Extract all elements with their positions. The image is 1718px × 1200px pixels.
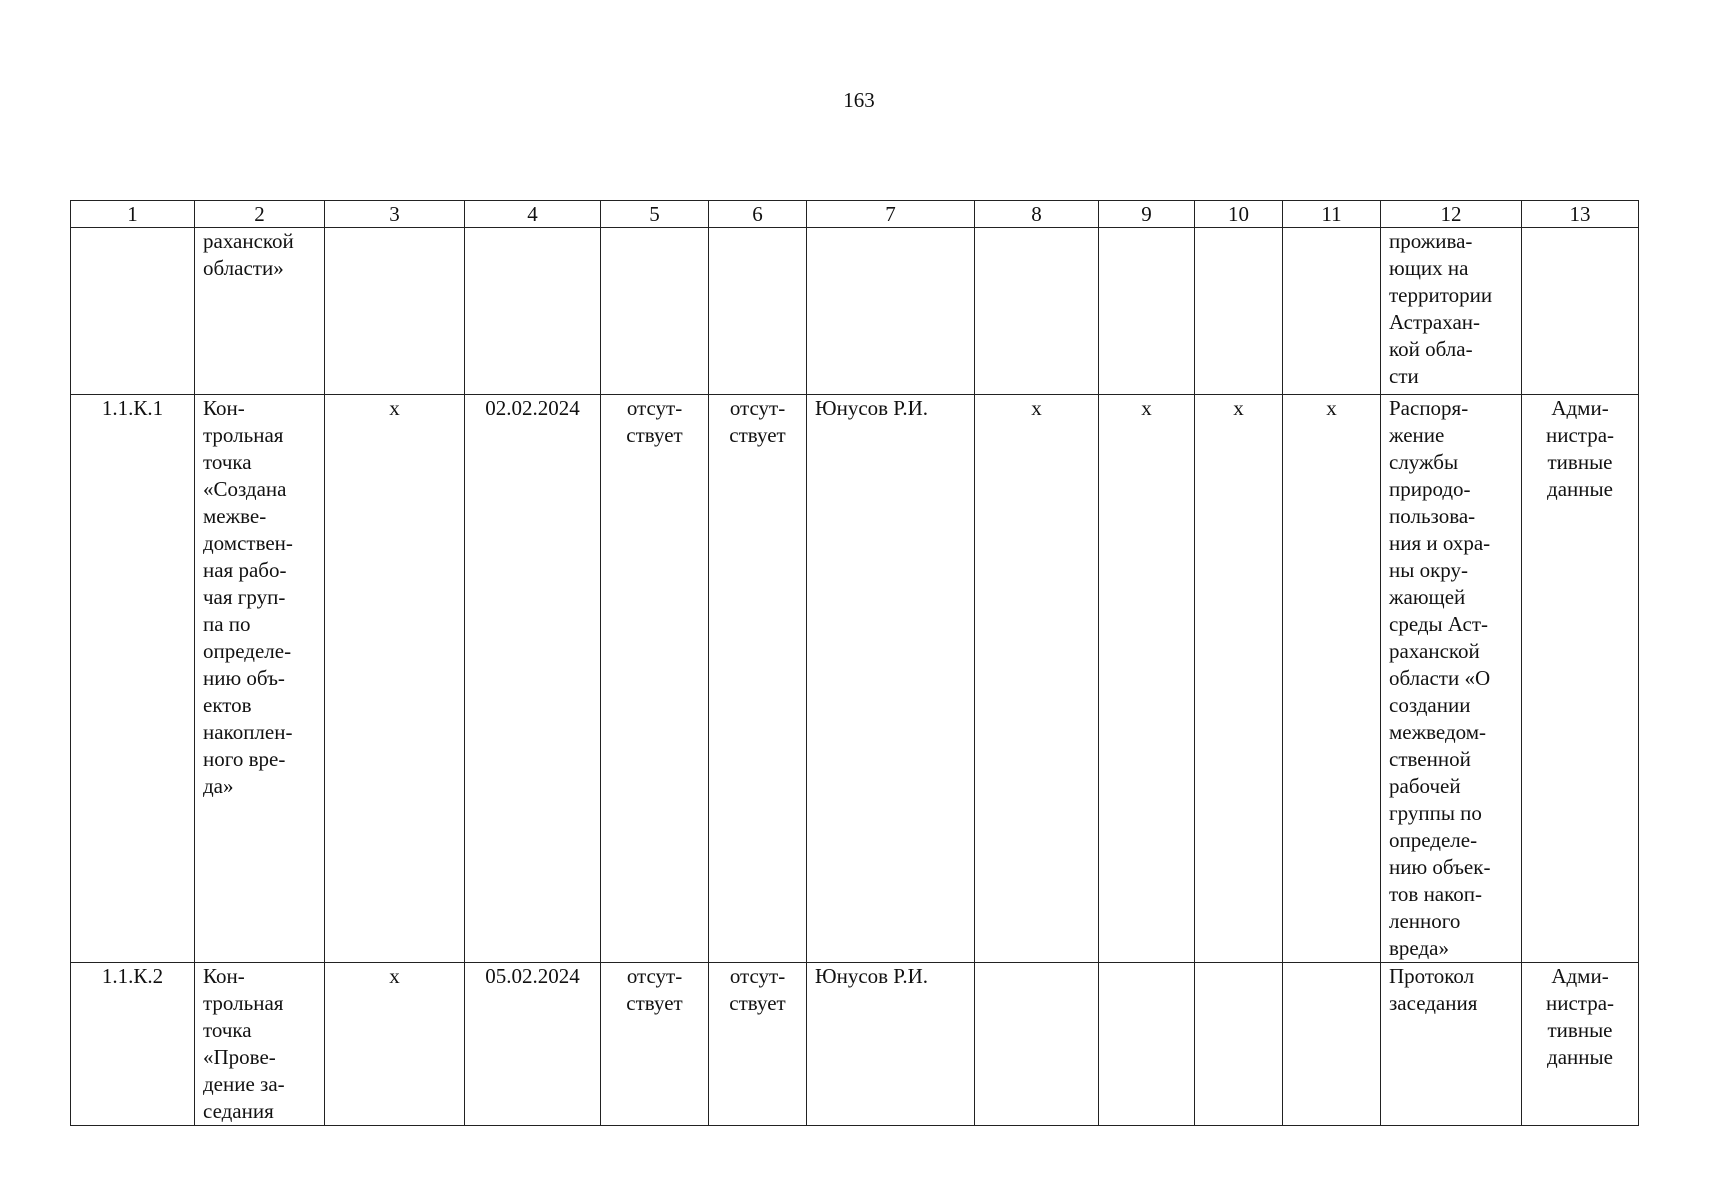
cell-name: раханской области» bbox=[195, 228, 325, 395]
cell-date: 05.02.2024 bbox=[465, 963, 601, 1126]
cell-c3 bbox=[325, 228, 465, 395]
cell-c9 bbox=[1099, 228, 1195, 395]
cell-c9: x bbox=[1099, 395, 1195, 963]
page-number: 163 bbox=[843, 88, 875, 112]
cell-c11 bbox=[1283, 963, 1381, 1126]
cell-responsible bbox=[807, 228, 975, 395]
cell-id bbox=[71, 228, 195, 395]
header-row bbox=[71, 201, 1639, 228]
cell-responsible: Юнусов Р.И. bbox=[807, 395, 975, 963]
column-header: 1 bbox=[71, 201, 195, 228]
cell-source: Адми- нистра- тивные данные bbox=[1522, 963, 1639, 1126]
column-header: 12 bbox=[1381, 201, 1522, 228]
table-row bbox=[71, 228, 1639, 395]
control-points-table bbox=[70, 200, 1639, 1126]
cell-c6 bbox=[709, 228, 807, 395]
cell-c3: x bbox=[325, 963, 465, 1126]
cell-responsible: Юнусов Р.И. bbox=[807, 963, 975, 1126]
column-header: 11 bbox=[1283, 201, 1381, 228]
cell-c6: отсут- ствует bbox=[709, 395, 807, 963]
column-header: 13 bbox=[1522, 201, 1639, 228]
cell-source: Адми- нистра- тивные данные bbox=[1522, 395, 1639, 963]
cell-c8 bbox=[975, 963, 1099, 1126]
cell-c8: x bbox=[975, 395, 1099, 963]
column-header: 7 bbox=[807, 201, 975, 228]
cell-c5: отсут- ствует bbox=[601, 395, 709, 963]
cell-document: прожива- ющих на территории Астрахан- кой обла- сти bbox=[1381, 228, 1522, 395]
cell-name: Кон- трольная точка «Прове- дение за- седания bbox=[195, 963, 325, 1126]
column-header: 10 bbox=[1195, 201, 1283, 228]
cell-c5 bbox=[601, 228, 709, 395]
table-row bbox=[71, 963, 1639, 1126]
cell-c6: отсут- ствует bbox=[709, 963, 807, 1126]
cell-document: Распоря- жение службы природо- пользова- ния и охра- ны окру- жающей среды Аст- раханской области «О создании межведом- ственной рабочей группы по определе- нию объек- тов накоп- ленного вреда» bbox=[1381, 395, 1522, 963]
cell-c9 bbox=[1099, 963, 1195, 1126]
column-header: 5 bbox=[601, 201, 709, 228]
cell-c11: x bbox=[1283, 395, 1381, 963]
cell-id: 1.1.К.1 bbox=[71, 395, 195, 963]
table-row bbox=[71, 395, 1639, 963]
cell-c11 bbox=[1283, 228, 1381, 395]
column-header: 6 bbox=[709, 201, 807, 228]
cell-c5: отсут- ствует bbox=[601, 963, 709, 1126]
cell-date: 02.02.2024 bbox=[465, 395, 601, 963]
column-header: 3 bbox=[325, 201, 465, 228]
column-header: 4 bbox=[465, 201, 601, 228]
cell-document: Протокол заседания bbox=[1381, 963, 1522, 1126]
cell-c10 bbox=[1195, 963, 1283, 1126]
column-header: 8 bbox=[975, 201, 1099, 228]
cell-c3: x bbox=[325, 395, 465, 963]
column-header: 2 bbox=[195, 201, 325, 228]
cell-c10: x bbox=[1195, 395, 1283, 963]
cell-date bbox=[465, 228, 601, 395]
cell-name: Кон- трольная точка «Создана межве- домствен- ная рабо- чая груп- па по определе- нию объ- ектов накоплен- ного вре- да» bbox=[195, 395, 325, 963]
cell-source bbox=[1522, 228, 1639, 395]
column-header: 9 bbox=[1099, 201, 1195, 228]
cell-c8 bbox=[975, 228, 1099, 395]
cell-c10 bbox=[1195, 228, 1283, 395]
cell-id: 1.1.К.2 bbox=[71, 963, 195, 1126]
